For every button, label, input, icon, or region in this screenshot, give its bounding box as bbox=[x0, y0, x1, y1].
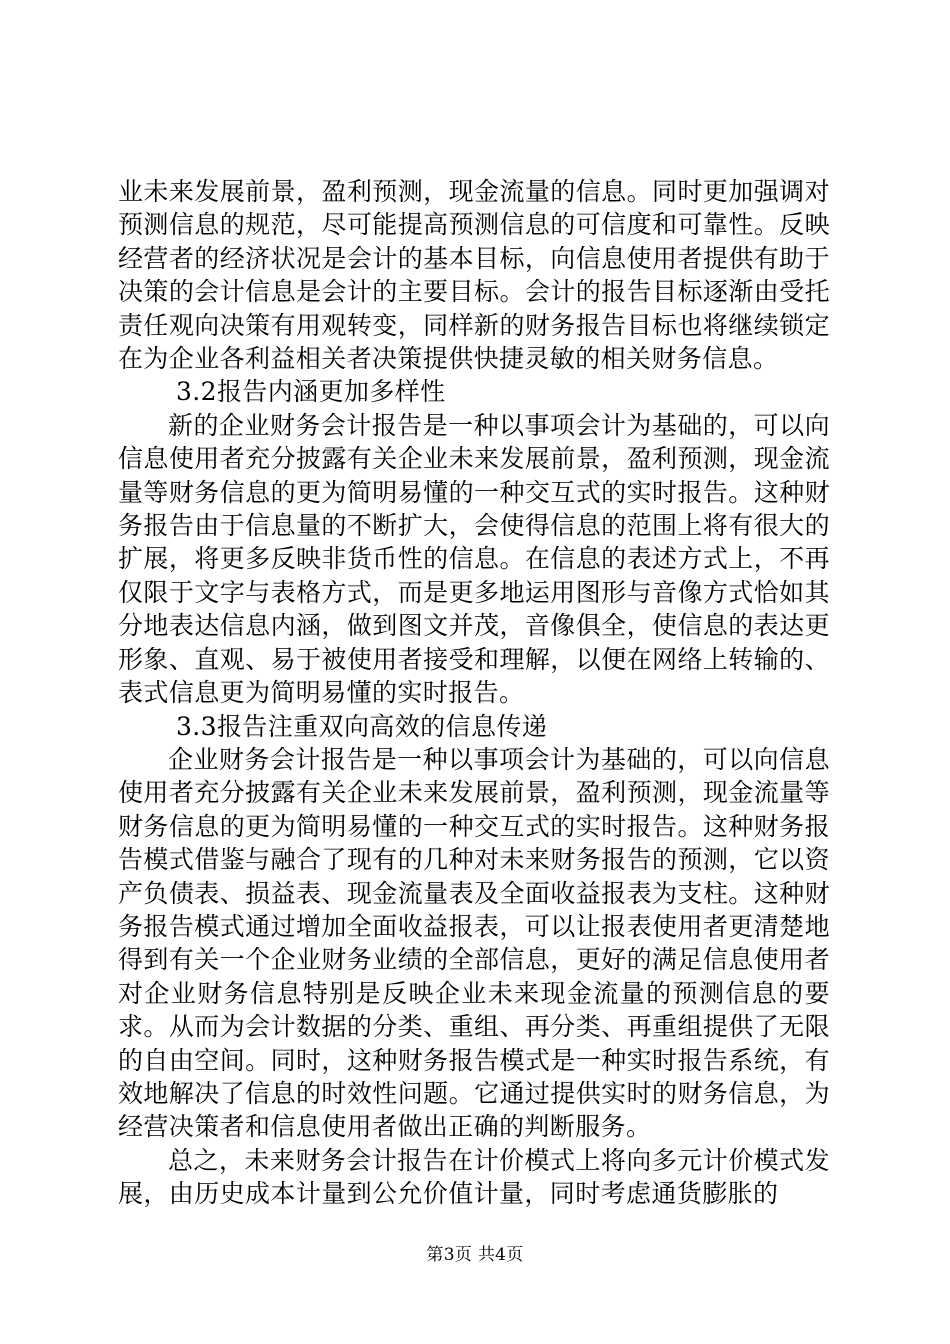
section-heading-3-2: 3.2报告内涵更加多样性 bbox=[176, 377, 446, 407]
document-body bbox=[118, 175, 830, 1211]
section-heading-3-3: 3.3报告注重双向高效的信息传递 bbox=[176, 711, 548, 741]
paragraph-conclusion: 总之，未来财务会计报告在计价模式上将向多元计价模式发展，由历史成本计量到公允价值计量，同时考虑通货膨胀的 bbox=[118, 1145, 830, 1209]
page-number-footer: 第3页 共4页 bbox=[426, 1245, 524, 1265]
paragraph-information-transfer: 企业财务会计报告是一种以事项会计为基础的，可以向信息使用者充分披露有关企业未来发展前景，盈利预测，现金流量等财务信息的更为简明易懂的一种交互式的实时报告。这种财务报告模式借鉴与融合了现有的几种对未来财务报告的预测，它以资产负债表、损益表、现金流量表及全面收益报表为支柱。这种财务报告模式通过增加全面收益报表，可以让报表使用者更清楚地得到有关一个企业财务业绩的全部信息，更好的满足信息使用者对企业财务信息特别是反映企业未来现金流量的预测信息的要求。从而为会计数据的分类、重组、再分类、再重组提供了无限的自由空间。同时，这种财务报告模式是一种实时报告系统，有效地解决了信息的时效性问题。它通过提供实时的财务信息，为经营决策者和信息使用者做出正确的判断服务。 bbox=[118, 744, 830, 1142]
paragraph-continuation: 业未来发展前景，盈利预测，现金流量的信息。同时更加强调对预测信息的规范，尽可能提高预测信息的可信度和可靠性。反映经营者的经济状况是会计的基本目标，向信息使用者提供有助于决策的会计信息是会计的主要目标。会计的报告目标逐渐由受托责任观向决策有用观转变，同样新的财务报告目标也将继续锁定在为企业各利益相关者决策提供快捷灵敏的相关财务信息。 bbox=[118, 177, 830, 374]
paragraph-report-content: 新的企业财务会计报告是一种以事项会计为基础的，可以向信息使用者充分披露有关企业未来发展前景，盈利预测，现金流量等财务信息的更为简明易懂的一种交互式的实时报告。这种财务报告由于信息量的不断扩大，会使得信息的范围上将有很大的扩展，将更多反映非货币性的信息。在信息的表述方式上，不再仅限于文字与表格方式，而是更多地运用图形与音像方式恰如其分地表达信息内涵，做到图文并茂，音像俱全，使信息的表达更形象、直观、易于被使用者接受和理解，以便在网络上转输的、表式信息更为简明易懂的实时报告。 bbox=[118, 410, 830, 708]
